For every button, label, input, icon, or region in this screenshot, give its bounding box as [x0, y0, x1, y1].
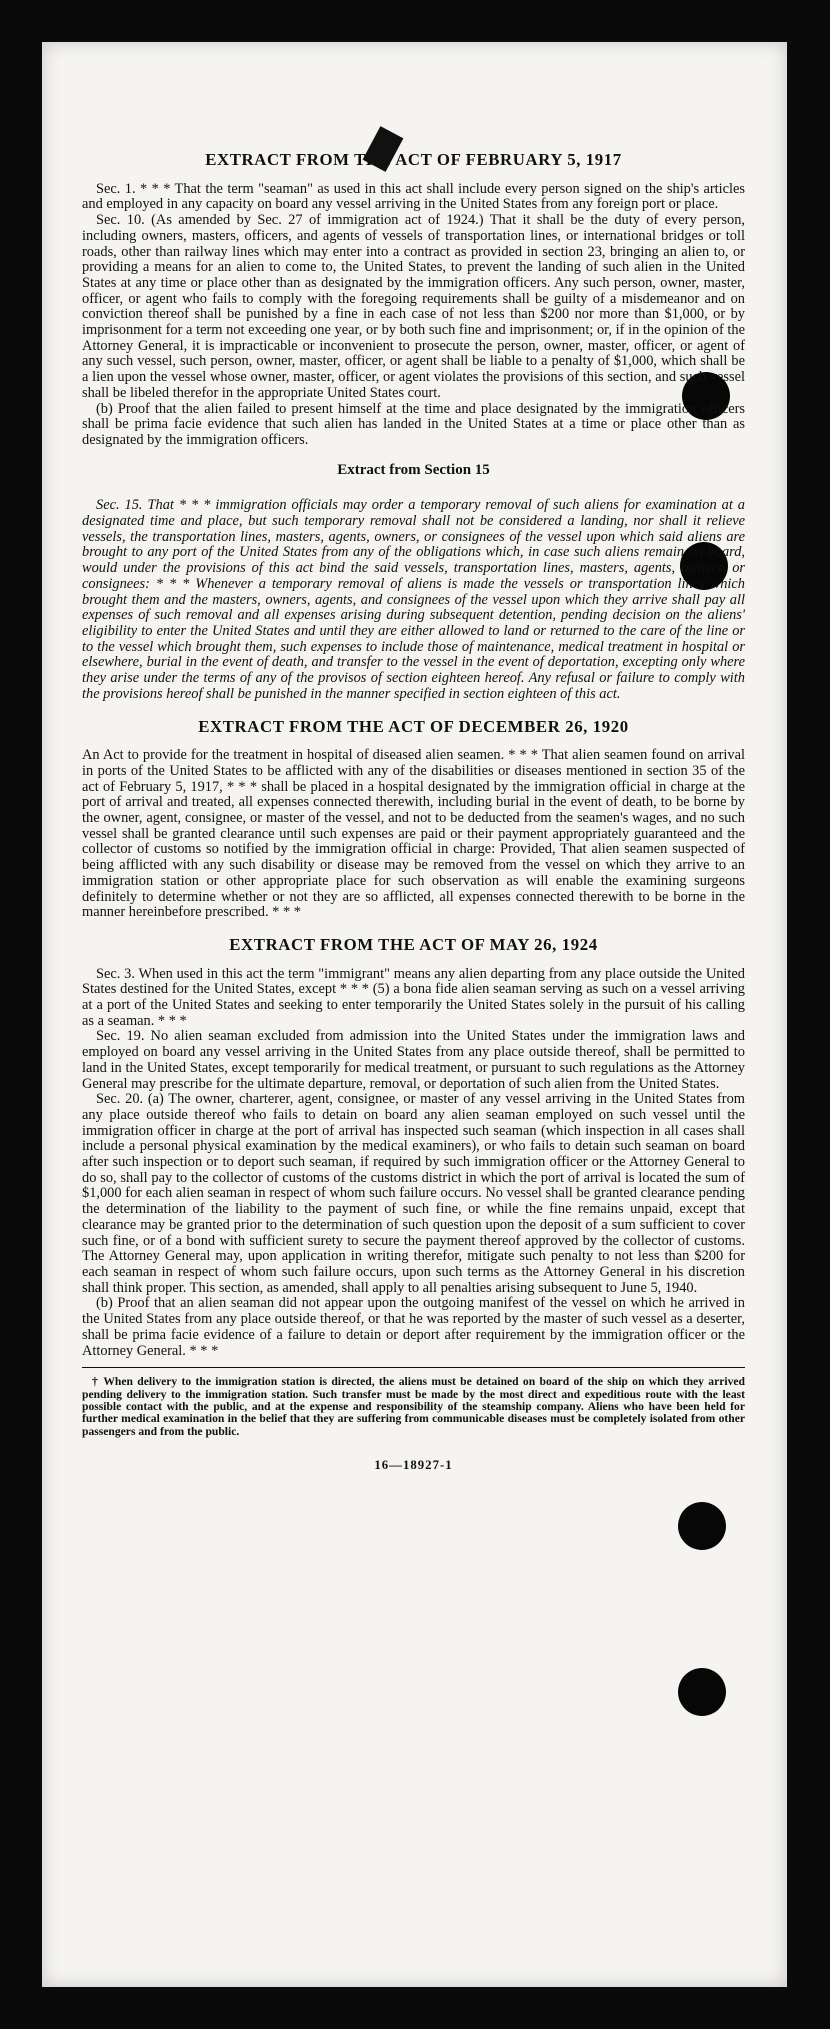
form-number: 16—18927-1	[374, 1458, 453, 1473]
document-page	[42, 42, 787, 1987]
punch-hole	[678, 1668, 726, 1716]
paragraph-1924-sec19: Sec. 19. No alien seaman excluded from admission into the United States under the immigration laws and employed on board any vessel arriving in the United States from any place outside thereof, shall be permitted to land in the United States, except temporarily for medical treatment, or pursuant to such regulations as the Attorney General may prescribe for the ultimate departure, removal, or deportation of such alien from the United States.	[82, 1028, 745, 1092]
heading-act-1917: EXTRACT FROM THE ACT OF FEBRUARY 5, 1917	[205, 150, 622, 169]
footnote-text: † When delivery to the immigration station is directed, the aliens must be detained on board of the ship on which they arrived pending delivery to the immigration station. Such transfer must be made by the most direct and expeditious route with the least possible contact with the public, and at the expense and responsibility of the steamship company. Aliens who have been held for further medical examination in the belief that they are suffering from communicable diseases must be completely isolated from other passengers and from the public.	[82, 1375, 745, 1438]
paragraph-1917-sec1: Sec. 1. * * * That the term "seaman" as used in this act shall include every person signed on the ship's articles and employed in any capacity on board any vessel arriving in the United States from any foreign port or place.	[82, 180, 745, 213]
paragraph-1924-sec20: Sec. 20. (a) The owner, charterer, agent, consignee, or master of any vessel arriving in the United States from any place outside thereof who fails to detain on board any alien seaman employed on such vessel until the immigration officer in charge at the port of arrival has inspected such seaman (which inspection in all cases shall include a personal physical examination by the medical examiners), or who fails to detain such seaman on board after such inspection or to deport such seaman, if required by such immigration officer or the Attorney General to do so, shall pay to the collector of customs of the customs district in which the port of arrival is located the sum of $1,000 for each alien seaman in respect of whom such failure occurs. No vessel shall be granted clearance pending the determination of the liability to the payment of such fine, or while the fine remains unpaid, except that clearance may be granted prior to the determination of such question upon the deposit of a sum sufficient to cover such fine, or of a bond with sufficient surety to secure the payment thereof approved by the collector of customs. The Attorney General may, upon application in writing therefor, mitigate such penalty to not less than $200 for each seaman in respect of whom such failure occurs, upon such terms as the Attorney General in his discretion shall think proper. This section, as amended, shall apply to all penalties arising subsequent to June 5, 1940.	[82, 1091, 745, 1296]
paragraph-1917-sec10: Sec. 10. (As amended by Sec. 27 of immigration act of 1924.) That it shall be the duty of every person, including owners, masters, officers, and agents of vessels of transportation lines, or international bridges or toll roads, other than railway lines which may enter into a contract as provided in section 23, bringing an alien to, or providing a means for an alien to come to, the United States, to prevent the landing of such alien in the United States at any time or place other than as designated by the immigration officers. Any such person, owner, master, officer, or agent who fails to comply with the foregoing requirements shall be guilty of a misdemeanor and on conviction thereof shall be punished by a fine in each case of not less than $200 nor more than $1,000, or by imprisonment for a term not exceeding one year, or by both such fine and imprisonment; or, if in the opinion of the Attorney General, it is impracticable or inconvenient to prosecute the person, owner, master, officer, or agent of any such vessel, such person, owner, master, officer, or agent shall be liable to a penalty of $1,000, which shall be a lien upon the vessel whose owner, master, officer, or agent violates the provisions of this section, and such vessel shall be libeled therefor in the appropriate United States court.	[82, 212, 745, 401]
paragraph-1924-sec3: Sec. 3. When used in this act the term "immigrant" means any alien departing from any place outside the United States destined for the United States, except * * * (5) a bona fide alien seaman serving as such on a vessel arriving at a port of the United States and seeking to enter temporarily the United States solely in the pursuit of his calling as a seaman. * * *	[82, 965, 745, 1029]
punch-hole	[678, 1502, 726, 1550]
paragraph-sec15: Sec. 15. That * * * immigration officials may order a temporary removal of such aliens for examination at a designated time and place, but such temporary removal shall not be considered a landing, nor shall it relieve vessels, the transportation lines, masters, agents, owners, or consignees of the vessel upon which said aliens are brought to any port of the United States from any of the obligations which, in case such aliens remain on board, would under the provisions of this act bind the said vessels, transportation lines, masters, agents, owners, or consignees: * * * Whenever a temporary removal of aliens is made the vessels or transportation lines which brought them and the masters, owners, agents, and consignees of the vessel upon which they arrive shall pay all expenses of such removal and all expenses arising during subsequent detention, pending decision on the aliens' eligibility to enter the United States and until they are either allowed to land or returned to the care of the line or to the vessel which brought them, such expenses to include those of maintenance, medical treatment in hospital or elsewhere, burial in the event of death, and transfer to the vessel in the event of deportation, excepting only where they arise under the terms of any of the provisos of section eighteen hereof. Any refusal or failure to comply with the provisions hereof shall be punished in the manner specified in section eighteen of this act.	[82, 497, 745, 702]
heading-act-1920: EXTRACT FROM THE ACT OF DECEMBER 26, 1920	[198, 716, 629, 736]
paragraph-1917-b: (b) Proof that the alien failed to present himself at the time and place designated by the immigration officers shall be prima facie evidence that such alien has landed in the United States at a time or place other than as designated by the immigration officers.	[82, 400, 745, 448]
subheading-section-15: Extract from Section 15	[337, 461, 490, 478]
document-text	[82, 152, 745, 1474]
footnote-divider	[82, 1367, 745, 1368]
footnote	[82, 1376, 745, 1438]
paragraph-1924-b: (b) Proof that an alien seaman did not appear upon the outgoing manifest of the vessel on which he arrived in the United States from any place outside thereof, or that he was reported by the master of such vessel as a deserter, shall be prima facie evidence of a failure to detain or deport after requirement by the immigration officer or the Attorney General. * * *	[82, 1295, 745, 1359]
heading-act-1924: EXTRACT FROM THE ACT OF MAY 26, 1924	[229, 934, 598, 954]
paragraph-1920: An Act to provide for the treatment in hospital of diseased alien seamen. * * * That alien seamen found on arrival in ports of the United States to be afflicted with any of the disabilities or diseases mentioned in section 35 of the act of February 5, 1917, * * * shall be placed in a hospital designated by the immigration official in charge at the port of arrival and treated, all expenses connected therewith, including burial in the event of death, to be borne by the owner, agent, consignee, or master of the vessel, and not to be deducted from the seamen's wages, and no such vessel shall be granted clearance until such expenses are paid or their payment appropriately guaranteed and the collector of customs so notified by the immigration official in charge: Provided, That alien seamen suspected of being afflicted with any such disability or disease may be removed from the vessel on which they arrive to an immigration station or other appropriate place for such observation as will enable the examining surgeons definitely to determine whether or not they are so afflicted, all expenses connected therewith to be borne in the manner hereinbefore prescribed. * * *	[82, 747, 745, 921]
